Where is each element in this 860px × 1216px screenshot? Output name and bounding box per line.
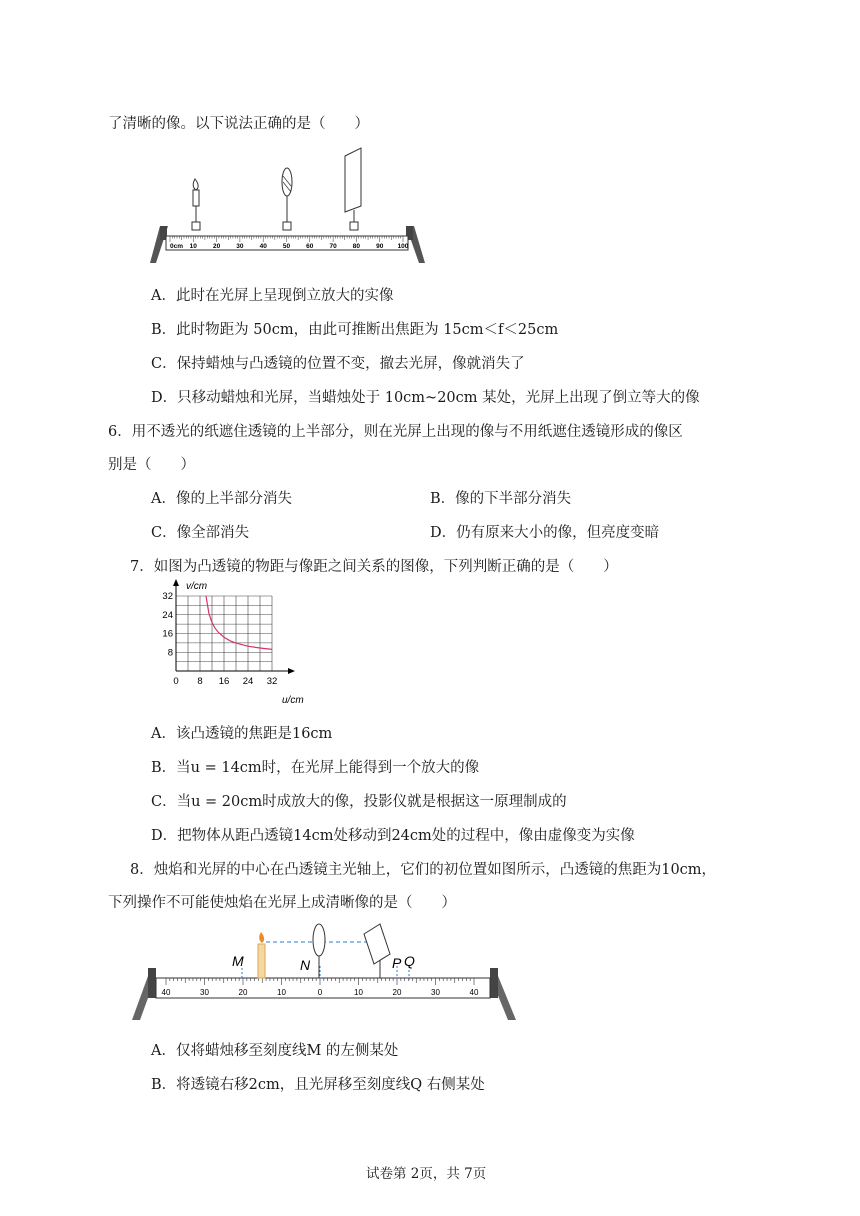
x-tick-label: 16 [218,676,230,687]
bench-left-clamp [148,968,156,998]
light-screen [364,924,390,978]
q7-option-b: B．当u = 14cm时，在光屏上能得到一个放大的像 [151,760,480,776]
q6-stem-line1: 6．用不透光的纸遮住透镜的上半部分，则在光屏上出现的像与不用纸遮住透镜形成的像区 [108,424,683,440]
q7-stem: 7．如图为凸透镜的物距与像距之间关系的图像，下列判断正确的是（ ） [130,559,618,575]
q6-option-b: B．像的下半部分消失 [430,491,572,507]
q8-option-a: A．仅将蜡烛移至刻度线M 的左侧某处 [151,1043,399,1059]
q6-option-d: D．仍有原来大小的像，但亮度变暗 [430,525,660,541]
q5-optical-bench-figure [148,146,428,266]
q8-optical-bench-figure [128,918,520,1024]
chart-axes [173,579,295,674]
ruler-tick-label: 10 [189,243,197,250]
ruler-tick-label: 70 [329,243,337,250]
ruler-tick-label: 20 [238,988,248,997]
label-m: M [232,953,244,969]
chart-x-axis-label: u/cm [282,695,304,706]
q8-option-b: B．将透镜右移2cm，且光屏移至刻度线Q 右侧某处 [151,1077,485,1093]
ruler-tick-label: 30 [431,988,440,997]
page-footer: 试卷第 2页，共 7页 [366,1166,487,1182]
x-tick-label: 8 [197,676,203,687]
x-tick-label: 32 [266,676,278,687]
q5-option-c: C．保持蜡烛与凸透镜的位置不变，撤去光屏，像就消失了 [151,356,525,372]
ruler-tick-label: 30 [236,243,244,250]
q8-stem-line1: 8．烛焰和光屏的中心在凸透镜主光轴上，它们的初位置如图所示，凸透镜的焦距为10cm， [130,862,717,878]
ruler-tick-label: 40 [259,243,267,250]
ruler-tick-label: 0cm [170,243,184,250]
ruler-tick-label: 50 [282,243,291,250]
q5-option-d: D．只移动蜡烛和光屏，当蜡烛处于 10cm~20cm 某处，光屏上出现了倒立等大的像 [151,390,700,406]
chart-x-tick-labels [173,676,277,687]
ruler-tick-label: 10 [277,988,286,997]
ruler-tick-label: 100 [397,243,409,250]
x-tick-label: 24 [242,676,254,687]
chart-y-axis-label: v/cm [186,581,208,592]
ruler-tick-label: 10 [354,988,363,997]
q5-option-a: A．此时在光屏上呈现倒立放大的实像 [151,288,394,304]
bench-right-clamp [490,968,498,998]
q6-option-c: C．像全部消失 [151,525,250,541]
q7-option-a: A．该凸透镜的焦距是16cm [151,726,333,742]
ruler-tick-label: 20 [392,988,402,997]
convex-lens [313,924,325,978]
ruler-tick-label: 20 [212,243,221,250]
ruler-tick-label: 60 [306,243,314,250]
q8-stem-line2: 下列操作不可能使烛焰在光屏上成清晰像的是（ ） [108,895,456,911]
chart-series-line [206,596,272,649]
q6-stem-line2: 别是（ ） [108,457,195,473]
y-tick-label: 24 [162,609,173,621]
q7-option-d: D．把物体从距凸透镜14cm处移动到24cm处的过程中，像由虚像变为实像 [151,828,635,844]
ruler-tick-label: 80 [352,243,361,250]
y-axis-arrow [173,579,179,586]
label-p: P [392,955,402,971]
x-axis-arrow [288,668,295,674]
candle [192,179,200,230]
q7-option-c: C．当u = 20cm时成放大的像，投影仪就是根据这一原理制成的 [151,794,567,810]
convex-lens [282,168,292,230]
q5-option-b: B．此时物距为 50cm，由此可推断出焦距为 15cm＜f＜25cm [151,322,559,338]
q6-option-a: A．像的上半部分消失 [151,491,292,507]
ruler-tick-label: 30 [200,988,209,997]
label-q: Q [404,953,415,969]
y-tick-label: 16 [162,628,173,640]
q5-intro-tail: 了清晰的像。以下说法正确的是（ ） [108,116,369,132]
chart-grid [176,596,272,671]
ruler-tick-label: 40 [469,988,479,997]
label-n: N [300,957,311,973]
y-tick-label: 8 [167,647,173,659]
light-screen [345,148,361,230]
ruler-tick-label: 0 [317,988,323,997]
ruler-tick-label: 90 [376,243,384,250]
candle [258,932,265,978]
q7-uv-chart [154,576,324,711]
y-tick-label: 32 [162,591,173,602]
x-tick-label: 0 [173,676,179,687]
ruler-tick-label: 40 [161,988,171,997]
chart-y-tick-labels [162,591,173,658]
